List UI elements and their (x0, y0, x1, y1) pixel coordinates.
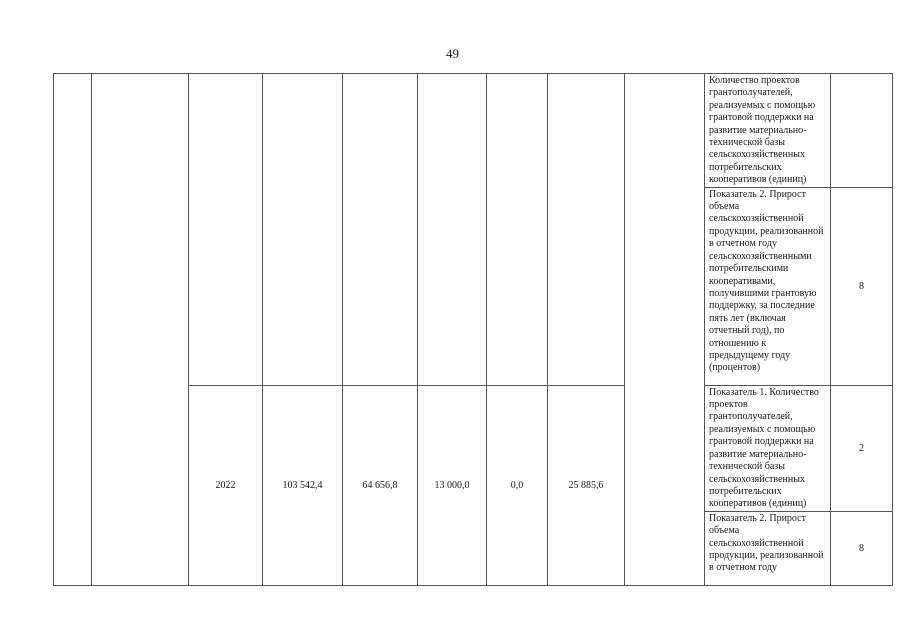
extra-cell-empty (548, 74, 625, 386)
indicator-text: Показатель 2. Прирост объема сельскохозяйственной продукции, реализованной в отчетном году (705, 511, 831, 585)
extra-cell: 25 885,6 (548, 385, 625, 585)
page-number: 49 (446, 46, 459, 61)
year-cell-empty (189, 74, 263, 386)
local-cell-empty (487, 74, 548, 386)
executor-cell (625, 74, 705, 586)
measure-name-cell (92, 74, 189, 586)
number-cell (54, 74, 92, 586)
regional-cell-empty (418, 74, 487, 386)
indicator-text: Количество проектов грантополучателей, реализуемых с помощью грантовой поддержки на развитие материально-технической базы сельскохозяйственных потребительских кооперативов (единиц) (705, 74, 831, 188)
federal-cell-empty (343, 74, 418, 386)
federal-cell: 64 656,8 (343, 385, 418, 585)
indicator-value: 2 (831, 385, 893, 511)
indicator-value: 8 (831, 511, 893, 585)
total-cell-empty (263, 74, 343, 386)
indicator-value: 8 (831, 187, 893, 385)
total-cell: 103 542,4 (263, 385, 343, 585)
indicator-value (831, 74, 893, 188)
local-cell: 0,0 (487, 385, 548, 585)
program-funding-table (53, 73, 893, 586)
year-cell: 2022 (189, 385, 263, 585)
indicator-text: Показатель 1. Количество проектов грантополучателей, реализуемых с помощью грантовой поддержки на развитие материально-технической базы сельскохозяйственных потребительских кооперативов (единиц) (705, 385, 831, 511)
indicator-text: Показатель 2. Прирост объема сельскохозяйственной продукции, реализованной в отчетном году сельскохозяйственными потребительскими кооперативами, получившими грантовую поддержку, за последние пять лет (включая отчетный год), по отношению к предыдущему году (процентов) (705, 187, 831, 385)
table-row (54, 74, 893, 188)
regional-cell: 13 000,0 (418, 385, 487, 585)
